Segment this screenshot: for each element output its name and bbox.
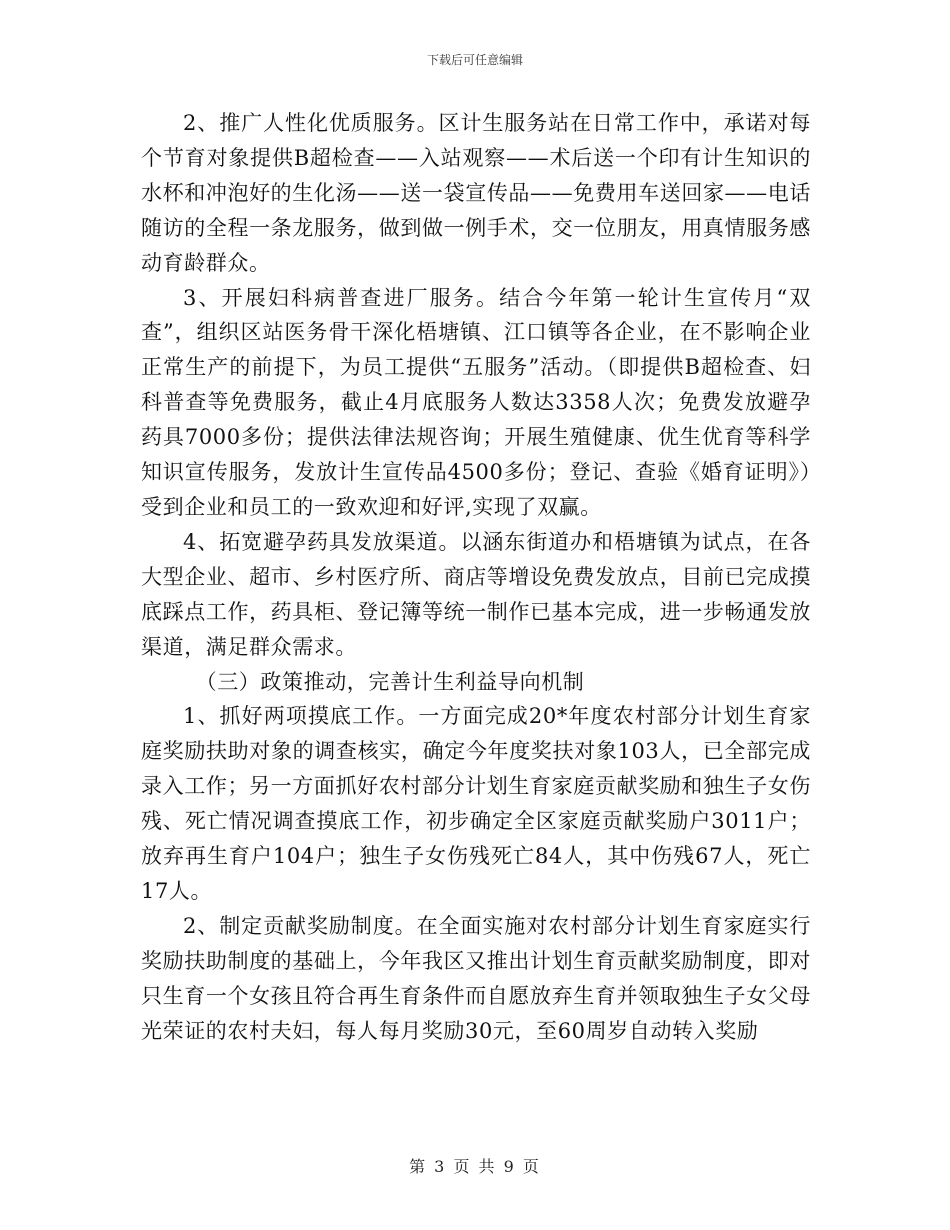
document-body: [141, 106, 811, 1048]
paragraph-survey-work: 1、抓好两项摸底工作。一方面完成20*年度农村部分计划生育家庭奖励扶助对象的调查核实，确定今年度奖扶对象103人，已全部完成录入工作；另一方面抓好农村部分计划生育家庭贡献奖励和独生子女伤残、死亡情况调查摸底工作，初步确定全区家庭贡献奖励户3011户；放弃再生育户104户；独生子女伤残死亡84人，其中伤残67人，死亡17人。: [141, 704, 811, 903]
paragraph-gynecology-screening: 3、开展妇科病普查进厂服务。结合今年第一轮计生宣传月“双查”，组织区站医务骨干深化梧塘镇、江口镇等各企业，在不影响企业正常生产的前提下，为员工提供“五服务”活动。（即提供B超检查、妇科普查等免费服务，截止4月底服务人数达3358人次；免费发放避孕药具7000多份；提供法律法规咨询；开展生殖健康、优生优育等科学知识宣传服务，发放计生宣传品4500多份；登记、查验《婚育证明》）受到企业和员工的一致欢迎和好评,实现了双赢。: [141, 285, 811, 519]
page-header: 下载后可任意编辑: [426, 53, 523, 67]
section-heading-policy: （三）政策推动，完善计生利益导向机制: [195, 669, 585, 694]
paragraph-contraceptive-channels: 4、拓宽避孕药具发放渠道。以涵东街道办和梧塘镇为试点，在各大型企业、超市、乡村医疗所、商店等增设免费发放点，目前已完成摸底踩点工作，药具柜、登记簿等统一制作已基本完成，进一步畅通发放渠道，满足群众需求。: [141, 529, 811, 659]
paragraph-service-humanized: 2、推广人性化优质服务。区计生服务站在日常工作中，承诺对每个节育对象提供B超检查——入站观察——术后送一个印有计生知识的水杯和冲泡好的生化汤——送一袋宣传品——免费用车送回家——电话随访的全程一条龙服务，做到做一例手术，交一位朋友，用真情服务感动育龄群众。: [141, 111, 811, 275]
paragraph-reward-system: 2、制定贡献奖励制度。在全面实施对农村部分计划生育家庭实行奖励扶助制度的基础上，今年我区又推出计划生育贡献奖励制度，即对只生育一个女孩且符合再生育条件而自愿放弃生育并领取独生子女父母光荣证的农村夫妇，每人每月奖励30元，至60周岁自动转入奖励: [141, 913, 811, 1043]
page-footer: 第 3 页 共 9 页: [409, 1157, 541, 1176]
